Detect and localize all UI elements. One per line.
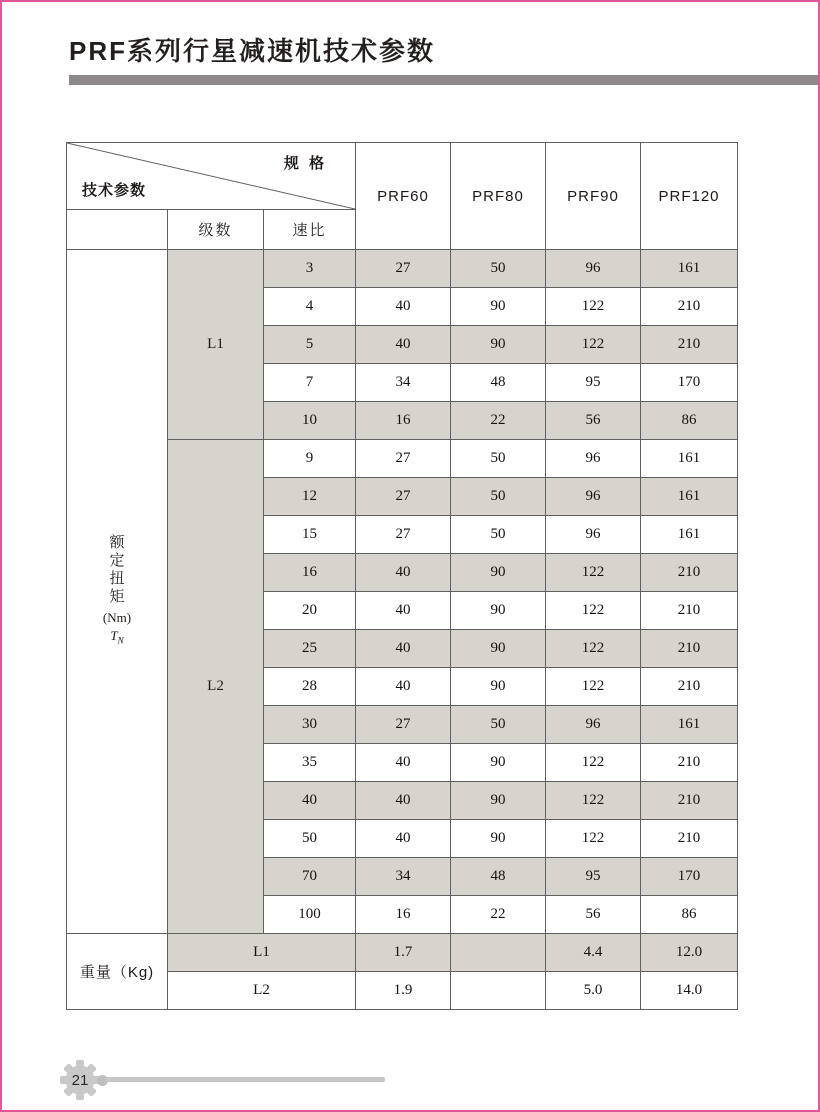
page-number: 21	[71, 1072, 89, 1089]
value-cell: 90	[451, 668, 546, 706]
value-cell: 40	[356, 592, 451, 630]
value-cell: 56	[546, 402, 641, 440]
ratio-cell: 35	[264, 744, 356, 782]
value-cell: 96	[546, 440, 641, 478]
ratio-header: 速比	[264, 210, 356, 250]
value-cell: 27	[356, 706, 451, 744]
ratio-cell: 3	[264, 250, 356, 288]
weight-value-cell	[451, 934, 546, 972]
value-cell: 16	[356, 402, 451, 440]
value-cell: 90	[451, 820, 546, 858]
value-cell: 210	[641, 592, 738, 630]
value-cell: 50	[451, 516, 546, 554]
page-number-gear-icon	[59, 1059, 101, 1101]
value-cell: 90	[451, 744, 546, 782]
value-cell: 122	[546, 630, 641, 668]
value-cell: 90	[451, 288, 546, 326]
value-cell: 96	[546, 478, 641, 516]
value-cell: 34	[356, 364, 451, 402]
stages-header: 级数	[168, 210, 264, 250]
value-cell: 27	[356, 478, 451, 516]
value-cell: 40	[356, 630, 451, 668]
value-cell: 161	[641, 250, 738, 288]
stage-cell: L2	[168, 440, 264, 934]
value-cell: 122	[546, 554, 641, 592]
weight-value-cell: 1.7	[356, 934, 451, 972]
value-cell: 86	[641, 402, 738, 440]
value-cell: 22	[451, 896, 546, 934]
empty-header-cell	[67, 210, 168, 250]
weight-label-cell: 重量（Kg)	[67, 934, 168, 1010]
weight-stage-cell: L2	[168, 972, 356, 1010]
value-cell: 50	[451, 250, 546, 288]
value-cell: 40	[356, 744, 451, 782]
value-cell: 27	[356, 440, 451, 478]
value-cell: 210	[641, 744, 738, 782]
value-cell: 90	[451, 782, 546, 820]
torque-label-cell	[67, 250, 168, 934]
value-cell: 161	[641, 706, 738, 744]
ratio-cell: 100	[264, 896, 356, 934]
header-row-top	[67, 143, 738, 210]
ratio-cell: 16	[264, 554, 356, 592]
value-cell: 210	[641, 326, 738, 364]
value-cell: 161	[641, 440, 738, 478]
weight-value-cell: 1.9	[356, 972, 451, 1010]
value-cell: 210	[641, 288, 738, 326]
ratio-cell: 12	[264, 478, 356, 516]
value-cell: 56	[546, 896, 641, 934]
value-cell: 170	[641, 364, 738, 402]
value-cell: 122	[546, 592, 641, 630]
value-cell: 48	[451, 858, 546, 896]
value-cell: 40	[356, 668, 451, 706]
spec-table	[66, 142, 738, 1010]
ratio-cell: 20	[264, 592, 356, 630]
value-cell: 96	[546, 706, 641, 744]
column-header-prf60: PRF60	[356, 143, 451, 250]
value-cell: 161	[641, 478, 738, 516]
ratio-cell: 9	[264, 440, 356, 478]
value-cell: 95	[546, 364, 641, 402]
value-cell: 96	[546, 516, 641, 554]
weight-stage-cell: L1	[168, 934, 356, 972]
ratio-cell: 10	[264, 402, 356, 440]
title-underline-bar	[69, 75, 818, 85]
value-cell: 22	[451, 402, 546, 440]
column-header-prf90: PRF90	[546, 143, 641, 250]
corner-param-label: 技术参数	[82, 182, 147, 199]
weight-row	[67, 934, 738, 972]
corner-spec-label: 规 格	[283, 155, 327, 172]
ratio-cell: 30	[264, 706, 356, 744]
weight-value-cell: 4.4	[546, 934, 641, 972]
weight-value-cell: 5.0	[546, 972, 641, 1010]
value-cell: 48	[451, 364, 546, 402]
ratio-cell: 40	[264, 782, 356, 820]
value-cell: 122	[546, 744, 641, 782]
ratio-cell: 28	[264, 668, 356, 706]
value-cell: 122	[546, 288, 641, 326]
value-cell: 122	[546, 326, 641, 364]
ratio-cell: 4	[264, 288, 356, 326]
column-header-prf80: PRF80	[451, 143, 546, 250]
value-cell: 50	[451, 706, 546, 744]
torque-label: 额 定 扭 矩 (Nm) $T_N$	[102, 535, 132, 646]
weight-row	[67, 972, 738, 1010]
table-row	[67, 440, 738, 478]
value-cell: 86	[641, 896, 738, 934]
corner-header-cell	[67, 143, 356, 210]
weight-value-cell: 12.0	[641, 934, 738, 972]
value-cell: 95	[546, 858, 641, 896]
ratio-cell: 7	[264, 364, 356, 402]
value-cell: 50	[451, 440, 546, 478]
ratio-cell: 50	[264, 820, 356, 858]
value-cell: 210	[641, 630, 738, 668]
value-cell: 27	[356, 516, 451, 554]
value-cell: 90	[451, 554, 546, 592]
value-cell: 90	[451, 326, 546, 364]
ratio-cell: 25	[264, 630, 356, 668]
value-cell: 16	[356, 896, 451, 934]
value-cell: 210	[641, 554, 738, 592]
value-cell: 90	[451, 592, 546, 630]
value-cell: 90	[451, 630, 546, 668]
value-cell: 40	[356, 782, 451, 820]
value-cell: 122	[546, 782, 641, 820]
value-cell: 40	[356, 288, 451, 326]
value-cell: 122	[546, 820, 641, 858]
ratio-cell: 15	[264, 516, 356, 554]
value-cell: 122	[546, 668, 641, 706]
page-title: PRF系列行星减速机技术参数	[69, 36, 436, 66]
ratio-cell: 70	[264, 858, 356, 896]
table-row	[67, 250, 738, 288]
value-cell: 40	[356, 820, 451, 858]
value-cell: 210	[641, 820, 738, 858]
value-cell: 40	[356, 326, 451, 364]
ratio-cell: 5	[264, 326, 356, 364]
value-cell: 161	[641, 516, 738, 554]
footer-rule	[105, 1077, 385, 1082]
column-header-prf120: PRF120	[641, 143, 738, 250]
value-cell: 40	[356, 554, 451, 592]
weight-value-cell	[451, 972, 546, 1010]
value-cell: 210	[641, 668, 738, 706]
weight-value-cell: 14.0	[641, 972, 738, 1010]
value-cell: 96	[546, 250, 641, 288]
stage-cell: L1	[168, 250, 264, 440]
value-cell: 34	[356, 858, 451, 896]
value-cell: 27	[356, 250, 451, 288]
value-cell: 210	[641, 782, 738, 820]
value-cell: 50	[451, 478, 546, 516]
value-cell: 170	[641, 858, 738, 896]
table-body	[67, 250, 738, 1010]
